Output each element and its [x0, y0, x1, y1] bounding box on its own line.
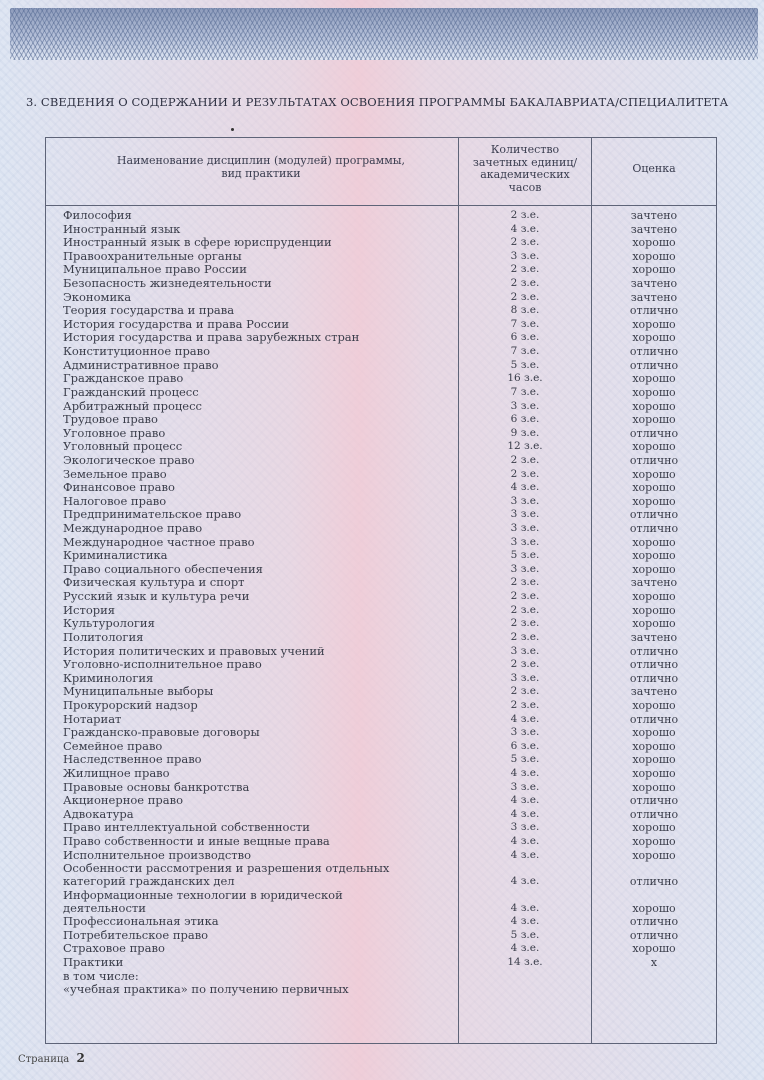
grade-value: зачтено: [630, 576, 678, 590]
discipline-name: Международное частное право: [63, 534, 255, 549]
grade-value: х: [650, 956, 658, 970]
table-row: [46, 400, 716, 414]
credits-value: 4 з.е.: [510, 766, 540, 779]
credits-value: 14 з.е.: [507, 956, 543, 969]
ink-dot: [231, 128, 234, 131]
discipline-name: Земельное право: [63, 466, 167, 481]
grade-value: хорошо: [632, 835, 676, 849]
discipline-name: Адвокатура: [63, 806, 134, 821]
grade-value: хорошо: [632, 942, 676, 956]
grade-value: хорошо: [632, 440, 676, 454]
discipline-name: Экономика: [63, 289, 132, 304]
credits-value: 4 з.е.: [510, 807, 540, 820]
discipline-name: История государства и права зарубежных стран: [63, 330, 360, 345]
table-row: [46, 929, 716, 943]
grade-value: зачтено: [630, 685, 678, 699]
grade-value: хорошо: [632, 848, 676, 862]
grade-value: отлично: [629, 875, 679, 889]
grade-value: отлично: [629, 358, 679, 372]
credits-value: 9 з.е.: [510, 426, 540, 439]
discipline-name: Жилищное право: [63, 765, 170, 780]
credits-value: 4 з.е.: [510, 222, 540, 235]
table-row: [46, 576, 716, 590]
grade-value: хорошо: [632, 317, 676, 331]
grade-value: хорошо: [632, 413, 676, 427]
grade-value: хорошо: [632, 617, 676, 631]
table-row: [46, 849, 716, 863]
discipline-name: Физическая культура и спорт: [63, 575, 245, 590]
credits-value: 3 з.е.: [510, 249, 540, 262]
grade-value: отлично: [629, 671, 679, 685]
grade-value: хорошо: [632, 331, 676, 345]
credits-value: 2 з.е.: [510, 453, 540, 466]
discipline-name: Гражданское право: [63, 371, 184, 386]
credits-value: 3 з.е.: [510, 644, 540, 657]
grade-value: хорошо: [632, 603, 676, 617]
table-row: [46, 250, 716, 264]
discipline-name: Право интеллектуальной собственности: [63, 820, 310, 835]
discipline-name: История государства и права России: [63, 316, 289, 331]
discipline-name: Политология: [63, 629, 144, 644]
table-row: [46, 808, 716, 822]
table-row: [46, 359, 716, 373]
credits-value: 2 з.е.: [510, 617, 540, 630]
discipline-name: Культурология: [63, 616, 155, 631]
discipline-name: Правоохранительные органы: [63, 248, 242, 263]
table-row: [46, 645, 716, 659]
credits-value: 2 з.е.: [510, 658, 540, 671]
discipline-name: Потребительское право: [63, 927, 209, 942]
grade-value: хорошо: [632, 535, 676, 549]
credits-value: 6 з.е.: [510, 413, 540, 426]
table-row: [46, 753, 716, 767]
table-row: [46, 685, 716, 699]
discipline-name: Право собственности и иные вещные права: [63, 834, 330, 849]
table-row: [46, 956, 716, 970]
discipline-name: Акционерное право: [63, 793, 184, 808]
discipline-name: Русский язык и культура речи: [63, 589, 250, 604]
credits-value: 2 з.е.: [510, 630, 540, 643]
table-row: [46, 413, 716, 427]
grade-value: отлично: [629, 345, 679, 359]
credits-value: 3 з.е.: [510, 821, 540, 834]
grade-value: хорошо: [632, 467, 676, 481]
discipline-name: Право социального обеспечения: [63, 561, 263, 576]
discipline-name: Международное право: [63, 521, 203, 536]
table-row: [46, 291, 716, 305]
table-row: [46, 331, 716, 345]
credits-value: 12 з.е.: [507, 440, 543, 453]
discipline-name: Муниципальное право России: [63, 262, 247, 277]
grade-value: зачтено: [630, 290, 678, 304]
grade-value: зачтено: [630, 209, 678, 222]
grade-value: отлично: [629, 304, 679, 318]
column-header-name: Наименование дисциплин (модулей) программы, вид практики: [116, 154, 406, 180]
credits-value: 4 з.е.: [510, 481, 540, 494]
table-row: [46, 631, 716, 645]
credits-value: 5 з.е.: [510, 358, 540, 371]
grade-value: хорошо: [632, 753, 676, 767]
credits-value: 3 з.е.: [510, 562, 540, 575]
table-row: [46, 318, 716, 332]
credits-value: 5 з.е.: [510, 753, 540, 766]
discipline-name: Наследственное право: [63, 752, 202, 767]
credits-value: 4 з.е.: [510, 712, 540, 725]
grade-value: хорошо: [632, 549, 676, 563]
credits-value: 4 з.е.: [510, 875, 540, 888]
discipline-name: Профессиональная этика: [63, 914, 219, 929]
grade-value: хорошо: [632, 372, 676, 386]
table-body: [46, 209, 716, 997]
discipline-name: Особенности рассмотрения и разрешения отдельных категорий гражданских дел: [63, 861, 390, 889]
grade-value: отлично: [629, 426, 679, 440]
discipline-name: История: [63, 602, 116, 617]
table-row: [46, 277, 716, 291]
table-row: [46, 522, 716, 536]
grade-value: хорошо: [632, 562, 676, 576]
discipline-name: Уголовное право: [63, 425, 166, 440]
credits-value: 4 з.е.: [510, 901, 540, 914]
discipline-name: История политических и правовых учений: [63, 643, 325, 658]
table-row: [46, 713, 716, 727]
grade-value: хорошо: [632, 494, 676, 508]
grade-value: отлично: [629, 807, 679, 821]
discipline-name: Страховое право: [63, 941, 165, 956]
grade-value: отлично: [629, 928, 679, 942]
grade-value: отлично: [629, 522, 679, 536]
table-row: [46, 427, 716, 441]
discipline-name: Практики: [63, 955, 124, 970]
grade-value: хорошо: [632, 590, 676, 604]
credits-value: 2 з.е.: [510, 277, 540, 290]
discipline-name: Криминалистика: [63, 548, 168, 563]
table-row: [46, 508, 716, 522]
credits-value: 8 з.е.: [510, 304, 540, 317]
grade-value: хорошо: [632, 399, 676, 413]
credits-value: 5 з.е.: [510, 549, 540, 562]
page-label: Страница: [18, 1054, 70, 1065]
credits-value: 4 з.е.: [510, 794, 540, 807]
table-row: [46, 862, 716, 889]
page-footer: [18, 1051, 85, 1065]
discipline-name: Правовые основы банкротства: [63, 779, 250, 794]
table-row: [46, 658, 716, 672]
table-row: [46, 454, 716, 468]
grade-value: отлично: [629, 658, 679, 672]
grade-value: отлично: [629, 508, 679, 522]
credits-value: 6 з.е.: [510, 739, 540, 752]
table-row: [46, 440, 716, 454]
discipline-name: Уголовно-исполнительное право: [63, 657, 262, 672]
discipline-name: Предпринимательское право: [63, 507, 242, 522]
grade-value: зачтено: [630, 222, 678, 236]
discipline-name: Гражданский процесс: [63, 384, 199, 399]
table-row: [46, 236, 716, 250]
header-divider: [46, 205, 716, 206]
credits-value: 7 з.е.: [510, 345, 540, 358]
grade-value: хорошо: [632, 263, 676, 277]
page-number: 2: [76, 1051, 85, 1065]
table-row: [46, 223, 716, 237]
table-row: [46, 821, 716, 835]
discipline-name: Конституционное право: [63, 344, 211, 359]
table-row: [46, 740, 716, 754]
guilloche-border: [10, 8, 758, 60]
grade-value: хорошо: [632, 739, 676, 753]
grades-table: [45, 137, 717, 1044]
credits-value: 4 з.е.: [510, 942, 540, 955]
table-row: [46, 970, 716, 984]
credits-value: 4 з.е.: [510, 915, 540, 928]
table-row: [46, 617, 716, 631]
discipline-name: в том числе:: [63, 968, 139, 983]
credits-value: 2 з.е.: [510, 590, 540, 603]
table-row: [46, 345, 716, 359]
grade-value: хорошо: [632, 821, 676, 835]
discipline-name: Безопасность жизнедеятельности: [63, 276, 272, 291]
table-row: [46, 209, 716, 223]
discipline-name: Философия: [63, 208, 132, 222]
table-row: [46, 563, 716, 577]
table-row: [46, 942, 716, 956]
grade-value: хорошо: [632, 249, 676, 263]
discipline-name: Арбитражный процесс: [63, 398, 202, 413]
table-row: [46, 304, 716, 318]
credits-value: 2 з.е.: [510, 209, 540, 221]
table-row: [46, 915, 716, 929]
credits-value: 6 з.е.: [510, 331, 540, 344]
column-header-credits: Количество зачетных единиц/ академических часов: [472, 143, 578, 194]
table-row: [46, 386, 716, 400]
grade-value: зачтено: [630, 277, 678, 291]
section-heading: 3. СВЕДЕНИЯ О СОДЕРЖАНИИ И РЕЗУЛЬТАТАХ ОСВОЕНИЯ ПРОГРАММЫ БАКАЛАВРИАТА/СПЕЦИАЛИТЕТА: [26, 95, 729, 109]
grade-value: хорошо: [632, 766, 676, 780]
table-row: [46, 495, 716, 509]
table-row: [46, 372, 716, 386]
credits-value: 16 з.е.: [507, 372, 543, 385]
table-row: [46, 263, 716, 277]
credits-value: 7 з.е.: [510, 385, 540, 398]
credits-value: 7 з.е.: [510, 317, 540, 330]
grade-value: отлично: [629, 644, 679, 658]
discipline-name: Экологическое право: [63, 452, 195, 467]
credits-value: 4 з.е.: [510, 835, 540, 848]
credits-value: 5 з.е.: [510, 928, 540, 941]
table-row: [46, 794, 716, 808]
credits-value: 3 з.е.: [510, 494, 540, 507]
discipline-name: Административное право: [63, 357, 219, 372]
grade-value: отлично: [629, 453, 679, 467]
discipline-name: Семейное право: [63, 738, 163, 753]
credits-value: 2 з.е.: [510, 263, 540, 276]
credits-value: 3 з.е.: [510, 726, 540, 739]
table-row: [46, 672, 716, 686]
discipline-name: Криминология: [63, 670, 154, 685]
table-row: [46, 604, 716, 618]
column-header-grade: Оценка: [632, 162, 676, 175]
grade-value: отлично: [629, 794, 679, 808]
grade-value: хорошо: [632, 698, 676, 712]
grade-value: отлично: [629, 915, 679, 929]
credits-value: 3 з.е.: [510, 780, 540, 793]
grade-value: хорошо: [632, 481, 676, 495]
credits-value: 3 з.е.: [510, 522, 540, 535]
grade-value: хорошо: [632, 780, 676, 794]
discipline-name: Трудовое право: [63, 412, 158, 427]
grade-value: отлично: [629, 712, 679, 726]
credits-value: 3 з.е.: [510, 399, 540, 412]
discipline-name: Муниципальные выборы: [63, 684, 214, 699]
discipline-name: Гражданско-правовые договоры: [63, 725, 260, 740]
discipline-name: Иностранный язык: [63, 221, 181, 236]
credits-value: 3 з.е.: [510, 508, 540, 521]
discipline-name: Финансовое право: [63, 480, 175, 495]
table-row: [46, 726, 716, 740]
grade-value: хорошо: [632, 236, 676, 250]
grade-value: хорошо: [632, 726, 676, 740]
credits-value: 3 з.е.: [510, 671, 540, 684]
credits-value: 3 з.е.: [510, 535, 540, 548]
discipline-name: Иностранный язык в сфере юриспруденции: [63, 235, 332, 250]
credits-value: 2 з.е.: [510, 576, 540, 589]
table-row: [46, 889, 716, 916]
table-row: [46, 983, 716, 997]
table-row: [46, 835, 716, 849]
discipline-name: Нотариат: [63, 711, 122, 726]
table-row: [46, 767, 716, 781]
discipline-name: Исполнительное производство: [63, 847, 252, 862]
discipline-name: Прокурорский надзор: [63, 697, 198, 712]
table-row: [46, 536, 716, 550]
grade-value: зачтено: [630, 630, 678, 644]
table-row: [46, 468, 716, 482]
table-row: [46, 481, 716, 495]
discipline-name: Теория государства и права: [63, 303, 235, 318]
grade-value: хорошо: [632, 385, 676, 399]
discipline-name: «учебная практика» по получению первичных: [63, 982, 349, 997]
table-row: [46, 781, 716, 795]
table-row: [46, 590, 716, 604]
credits-value: 2 з.е.: [510, 603, 540, 616]
credits-value: 2 з.е.: [510, 236, 540, 249]
discipline-name: Уголовный процесс: [63, 439, 183, 454]
credits-value: 4 з.е.: [510, 848, 540, 861]
discipline-name: Информационные технологии в юридической деятельности: [63, 887, 343, 915]
credits-value: 2 з.е.: [510, 290, 540, 303]
grade-value: хорошо: [632, 901, 676, 915]
credits-value: 2 з.е.: [510, 467, 540, 480]
table-row: [46, 549, 716, 563]
credits-value: 2 з.е.: [510, 698, 540, 711]
discipline-name: Налоговое право: [63, 493, 167, 508]
credits-value: 2 з.е.: [510, 685, 540, 698]
table-row: [46, 699, 716, 713]
